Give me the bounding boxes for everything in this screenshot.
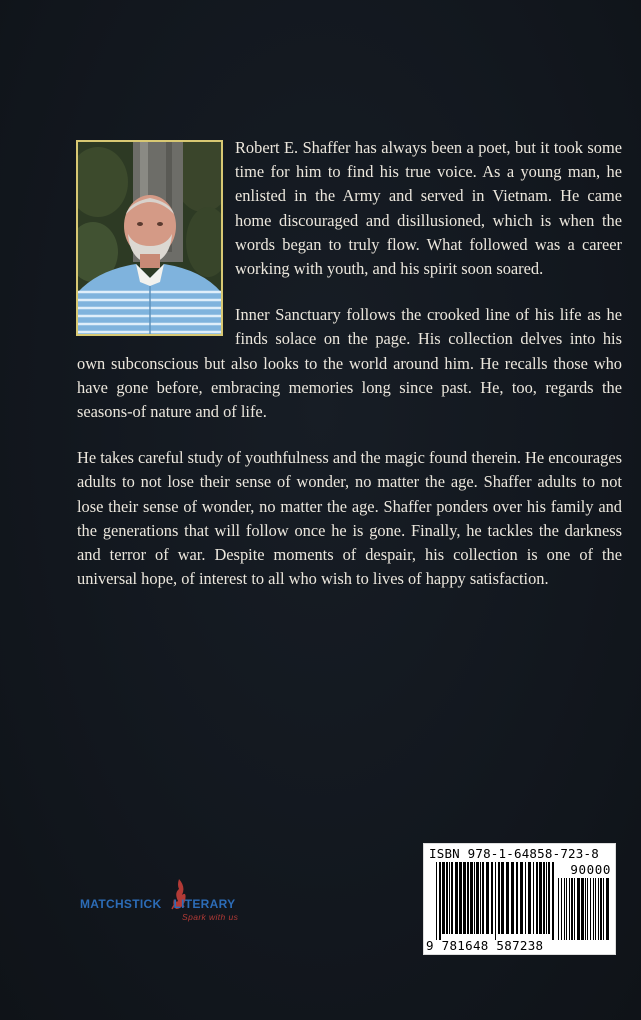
barcode-bar xyxy=(574,878,575,940)
barcode-bar xyxy=(533,862,534,934)
barcode-bar xyxy=(581,878,584,940)
blurb-paragraph-2: Inner Sanctuary follows the crooked line of his life as he finds solace on the page. His collection delves into his own subconscious but also looks to the world around him. He recalls those who have gone before, embracing memories long since past. He, too, regards the seasons-of nature and of life. xyxy=(77,305,622,422)
barcode-bar xyxy=(571,878,573,940)
barcode-bar xyxy=(600,878,602,940)
barcode-bar xyxy=(561,878,562,940)
barcode-main-bars xyxy=(436,862,554,940)
blurb-paragraph-1: Robert E. Shaffer has always been a poet, but it took some time for him to find his true voice. As a young man, he enlisted in the Army and served in Vietnam. He came home discouraged and disillusioned, which is when the words began to truly flow. What followed was a career working with youth, and his spirit soon soared. xyxy=(235,138,622,279)
barcode-bar xyxy=(511,862,514,934)
barcode-bar xyxy=(436,862,437,940)
barcode-addon-bars xyxy=(558,878,610,940)
barcode-bar xyxy=(449,862,450,934)
isbn-label: ISBN 978-1-64858-723-8 xyxy=(429,846,599,861)
barcode-bar xyxy=(501,862,504,934)
barcode-bar xyxy=(543,862,545,934)
barcode-bar xyxy=(569,878,570,940)
barcode-bar xyxy=(590,878,591,940)
barcode-bar xyxy=(470,862,473,934)
barcode-bar xyxy=(564,878,565,940)
barcode-bar xyxy=(566,878,567,940)
barcode-bar xyxy=(480,862,481,934)
isbn-barcode xyxy=(423,843,616,955)
publisher-logo xyxy=(80,877,260,923)
barcode-bar xyxy=(446,862,448,934)
barcode-bar xyxy=(593,878,594,940)
barcode-bar xyxy=(536,862,538,934)
barcode-bar xyxy=(459,862,462,934)
barcode-bar xyxy=(495,862,496,940)
publisher-name-part2: LITERARY xyxy=(173,897,236,911)
barcode-bar xyxy=(539,862,542,934)
barcode-bar xyxy=(498,862,500,934)
barcode-bar xyxy=(520,862,523,934)
barcode-bar xyxy=(598,878,599,940)
barcode-bar xyxy=(486,862,489,934)
publisher-name xyxy=(80,897,235,911)
barcode-bar xyxy=(442,862,445,934)
publisher-tagline: Spark with us xyxy=(182,912,239,922)
barcode-bar xyxy=(548,862,550,934)
barcode-bar xyxy=(455,862,458,934)
barcode-bar xyxy=(474,862,475,934)
photo-spacer xyxy=(77,140,223,336)
barcode-bar xyxy=(451,862,453,934)
barcode-bar xyxy=(467,862,469,934)
isbn-digits: 9 781648 587238 xyxy=(426,938,544,953)
barcode-bar xyxy=(595,878,596,940)
barcode-bar xyxy=(506,862,509,934)
barcode-bar xyxy=(476,862,479,934)
barcode-bar xyxy=(558,878,559,940)
barcode-bar xyxy=(528,862,531,934)
price-code: 90000 xyxy=(570,862,611,877)
barcode-bar xyxy=(546,862,547,934)
barcode-bar xyxy=(552,862,554,940)
barcode-bar xyxy=(491,862,493,934)
barcode-bar xyxy=(577,878,580,940)
publisher-name-part1: MATCHSTICK xyxy=(80,897,162,911)
barcode-bar xyxy=(439,862,441,940)
blurb-text xyxy=(77,136,622,613)
barcode-bar xyxy=(606,878,609,940)
barcode-bar xyxy=(463,862,466,934)
barcode-bar xyxy=(585,878,586,940)
barcode-bar xyxy=(525,862,526,934)
blurb-paragraph-3: He takes careful study of youthfulness and the magic found therein. He encourages adults to not lose their sense of wonder, no matter the age. Shaffer adults to not lose their sense of wonder, no matter the age. Shaffer ponders over his family and the generations that will follow once he is gone. Finally, he tackles the darkness and terror of war. Despite moments of despair, his collection is one of the universal hope, of interest to all who wish to lives of happy satisfaction. xyxy=(77,448,622,589)
barcode-bar xyxy=(516,862,518,934)
barcode-bar xyxy=(482,862,484,934)
barcode-bar xyxy=(587,878,588,940)
barcode-bar xyxy=(603,878,604,940)
